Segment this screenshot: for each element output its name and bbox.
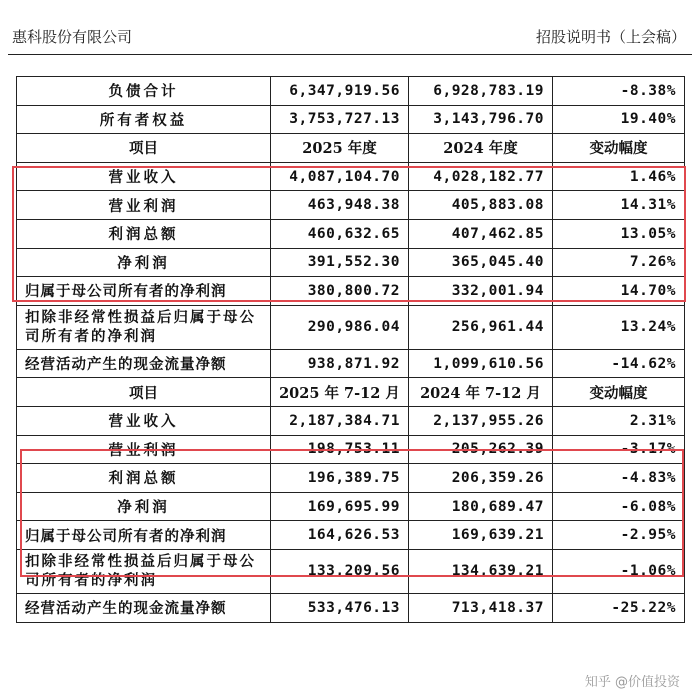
cell-value-2024: 407,462.85 [409,219,553,248]
row-label: 净利润 [17,492,271,521]
cell-change: -2.95% [553,521,685,550]
table-row [17,162,685,191]
column-header-change: 变动幅度 [553,134,685,163]
cell-value-2024: 1,099,610.56 [409,349,553,378]
cell-value-2025: 4,087,104.70 [271,162,409,191]
cell-value-2024: 206,359.26 [409,464,553,493]
cell-change: -6.08% [553,492,685,521]
cell-value-2025: 169,695.99 [271,492,409,521]
cell-value-2024: 4,028,182.77 [409,162,553,191]
row-label: 归属于母公司所有者的净利润 [17,277,271,306]
header-divider [8,54,692,55]
column-header-item: 项目 [17,378,271,407]
cell-value-2024: 3,143,796.70 [409,105,553,134]
table-row [17,105,685,134]
column-header-item: 项目 [17,134,271,163]
row-label: 营业收入 [17,162,271,191]
row-label: 营业收入 [17,406,271,435]
table-row [17,464,685,493]
table-row [17,219,685,248]
cell-value-2025: 380,800.72 [271,277,409,306]
row-label: 经营活动产生的现金流量净额 [17,593,271,622]
company-name: 惠科股份有限公司 [12,28,133,46]
cell-change: -25.22% [553,593,685,622]
cell-value-2025: 6,347,919.56 [271,77,409,106]
cell-value-2024: 180,689.47 [409,492,553,521]
table-row [17,191,685,220]
table-row [17,406,685,435]
table-row [17,305,685,349]
row-label: 净利润 [17,248,271,277]
row-label: 经营活动产生的现金流量净额 [17,349,271,378]
cell-value-2025: 391,552.30 [271,248,409,277]
financial-table [16,76,685,623]
cell-value-2025: 198,753.11 [271,435,409,464]
table-header-row [17,378,685,407]
column-header-change: 变动幅度 [553,378,685,407]
cell-value-2024: 713,418.37 [409,593,553,622]
table-header-row [17,134,685,163]
table-row [17,435,685,464]
cell-change: 19.40% [553,105,685,134]
cell-value-2024: 2,137,955.26 [409,406,553,435]
cell-value-2025: 196,389.75 [271,464,409,493]
document-title: 招股说明书（上会稿） [535,28,686,46]
cell-change: 2.31% [553,406,685,435]
cell-change: -14.62% [553,349,685,378]
column-header-period-prior: 2024 年 7-12 月 [409,378,553,407]
cell-change: -1.06% [553,549,685,593]
cell-change: 13.24% [553,305,685,349]
cell-change: 13.05% [553,219,685,248]
row-label: 营业利润 [17,191,271,220]
cell-value-2025: 290,986.04 [271,305,409,349]
cell-value-2025: 3,753,727.13 [271,105,409,134]
cell-value-2024: 134,639.21 [409,549,553,593]
cell-value-2025: 938,871.92 [271,349,409,378]
cell-value-2025: 164,626.53 [271,521,409,550]
cell-value-2025: 2,187,384.71 [271,406,409,435]
cell-value-2025: 460,632.65 [271,219,409,248]
page-header [0,0,700,50]
table-row [17,521,685,550]
row-label: 利润总额 [17,219,271,248]
cell-value-2024: 365,045.40 [409,248,553,277]
row-label: 利润总额 [17,464,271,493]
cell-change: -8.38% [553,77,685,106]
cell-value-2024: 332,001.94 [409,277,553,306]
row-label: 所有者权益 [17,105,271,134]
row-label: 营业利润 [17,435,271,464]
cell-value-2025: 533,476.13 [271,593,409,622]
column-header-period-current: 2025 年 7-12 月 [271,378,409,407]
row-label: 扣除非经常性损益后归属于母公司所有者的净利润 [17,305,271,349]
table-row [17,248,685,277]
column-header-year-current: 2025 年度 [271,134,409,163]
cell-value-2024: 6,928,783.19 [409,77,553,106]
cell-value-2024: 405,883.08 [409,191,553,220]
column-header-year-prior: 2024 年度 [409,134,553,163]
row-label: 归属于母公司所有者的净利润 [17,521,271,550]
row-label: 负债合计 [17,77,271,106]
cell-change: 1.46% [553,162,685,191]
table-row [17,277,685,306]
table-row [17,349,685,378]
table-row [17,492,685,521]
cell-change: 7.26% [553,248,685,277]
cell-value-2025: 463,948.38 [271,191,409,220]
watermark: 知乎 @价值投资 [584,675,680,690]
table-row [17,549,685,593]
cell-value-2024: 256,961.44 [409,305,553,349]
cell-change: -4.83% [553,464,685,493]
cell-change: 14.70% [553,277,685,306]
cell-change: -3.17% [553,435,685,464]
cell-value-2024: 205,262.39 [409,435,553,464]
cell-change: 14.31% [553,191,685,220]
cell-value-2025: 133,209.56 [271,549,409,593]
table-row [17,593,685,622]
cell-value-2024: 169,639.21 [409,521,553,550]
table-row [17,77,685,106]
row-label: 扣除非经常性损益后归属于母公司所有者的净利润 [17,549,271,593]
